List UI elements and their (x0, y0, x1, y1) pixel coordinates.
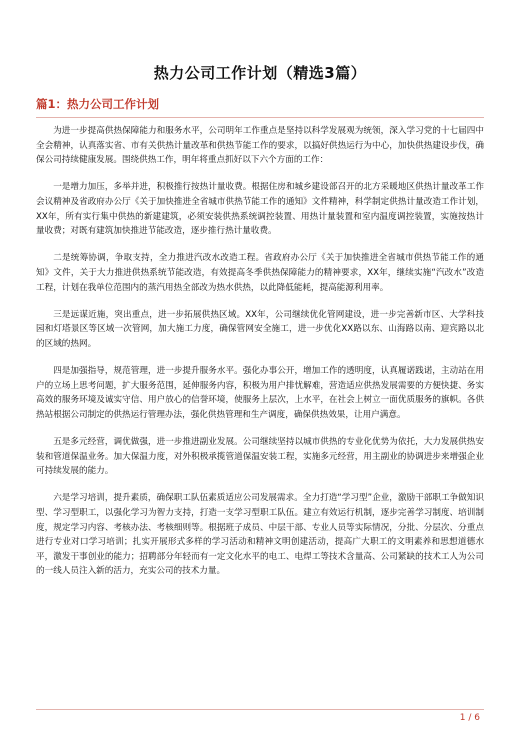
page-number: 1 / 6 (459, 713, 480, 723)
paragraph-intro: 为进一步提高供热保障能力和服务水平，公司明年工作重点是坚持以科学发展观为统领，深入学习党的十七届四中全会精神，认真落实省、市有关供热计量改革和供热节能工作的要求，以搞好供热运行为中心，加快供热建设步伐，确保公司持续健康发展。围绕供热工作，明年将重点抓好以下六个方面的工作： (36, 126, 484, 166)
paragraph-item-5: 五是多元经营，调优做强，进一步推进副业发展。公司继续坚持以城市供热的专业化优势为依托，大力发展供热安装和管道保温业务。加大保温力度，对外积极承揽管道保温安装工程，实施多元经营，用主副业的协调进步来增强企业可持续发展的能力。 (36, 437, 484, 477)
paragraph-item-3: 三是远谋近施，突出重点，进一步拓展供热区域。XX年，公司继续优化管网建设，进一步完善新市区、大学科技园和灯塔景区等区域一次管网，加大施工力度，确保管网安全施工，进一步优化XX路以东、山海路以南、迎宾路以北的区域的热网。 (36, 309, 484, 349)
paragraph-item-4: 四是加强指导，规范管理，进一步提升服务水平。强化办事公开，增加工作的透明度，认真履诺践诺，主动站在用户的立场上思考问题，扩大服务范围，延伸服务内容，积极为用户排忧解难，营造适应供热发展需要的方便快捷、务实高效的服务环境及诚实守信、用户放心的信誉环境，使服务上层次，上水平，在社会上树立一面优质服务的旗帜。各供热站根据公司制定的供热运行管理办法，强化供热管理和生产调度，确保供热效果，让用户满意。 (36, 366, 484, 420)
paragraph-item-2: 二是统筹协调，争取支持，全力推进汽改水改造工程。省政府办公厅《关于加快推进全省城市供热节能工作的通知》文件，关于大力推进供热系统节能改造，有效提高冬季供热保障能力的精神要求，XX年，继续实施“汽改水”改造工程，计划在我单位范围内的蒸汽用热全部改为热水供热，以此降低能耗，提高能源利用率。 (36, 253, 484, 293)
paragraph-item-6: 六是学习培训，提升素质，确保职工队伍素质适应公司发展需求。全力打造“学习型”企业，激励干部职工争做知识型、学习型职工，以强化学习为智力支持，打造一支学习型职工队伍。建立有效运行机制，逐步完善学习制度、培训制度，规定学习内容、考核办法、考核细则等。根据班子成员、中层干部、专业人员等实际情况，分批、分层次、分重点进行专业对口学习培训；扎实开展形式多样的学习活动和精神文明创建活动，提高广大职工的文明素养和思想道德水平，激发干事创业的能力；招聘部分年轻而有一定文化水平的电工、电焊工等技术含量高、公司紧缺的技术工人为公司的一线人员注入新的活力，充实公司的技术力量。 (36, 493, 484, 577)
footer-divider (36, 709, 484, 710)
heading-divider (36, 117, 484, 118)
section-heading: 篇1：热力公司工作计划 (36, 97, 160, 111)
page-title: 热力公司工作计划（精选3篇） (153, 64, 367, 82)
paragraph-item-1: 一是增力加压，多举并进，积极推行按热计量收费。根据住房和城乡建设部召开的北方采暖地区供热计量改革工作会议精神及省政府办公厅《关于加快推进全省城市供热节能工作的通知》文件精神，科学制定供热计量改造工作计划，XX年，所有实行集中供热的新建建筑，必须安装供热系统调控装置、用热计量装置和室内温度调控装置，实施按热计量收费；对既有建筑加快推进节能改造，逐步推行热计量收费。 (36, 182, 484, 237)
document-body (36, 124, 484, 592)
